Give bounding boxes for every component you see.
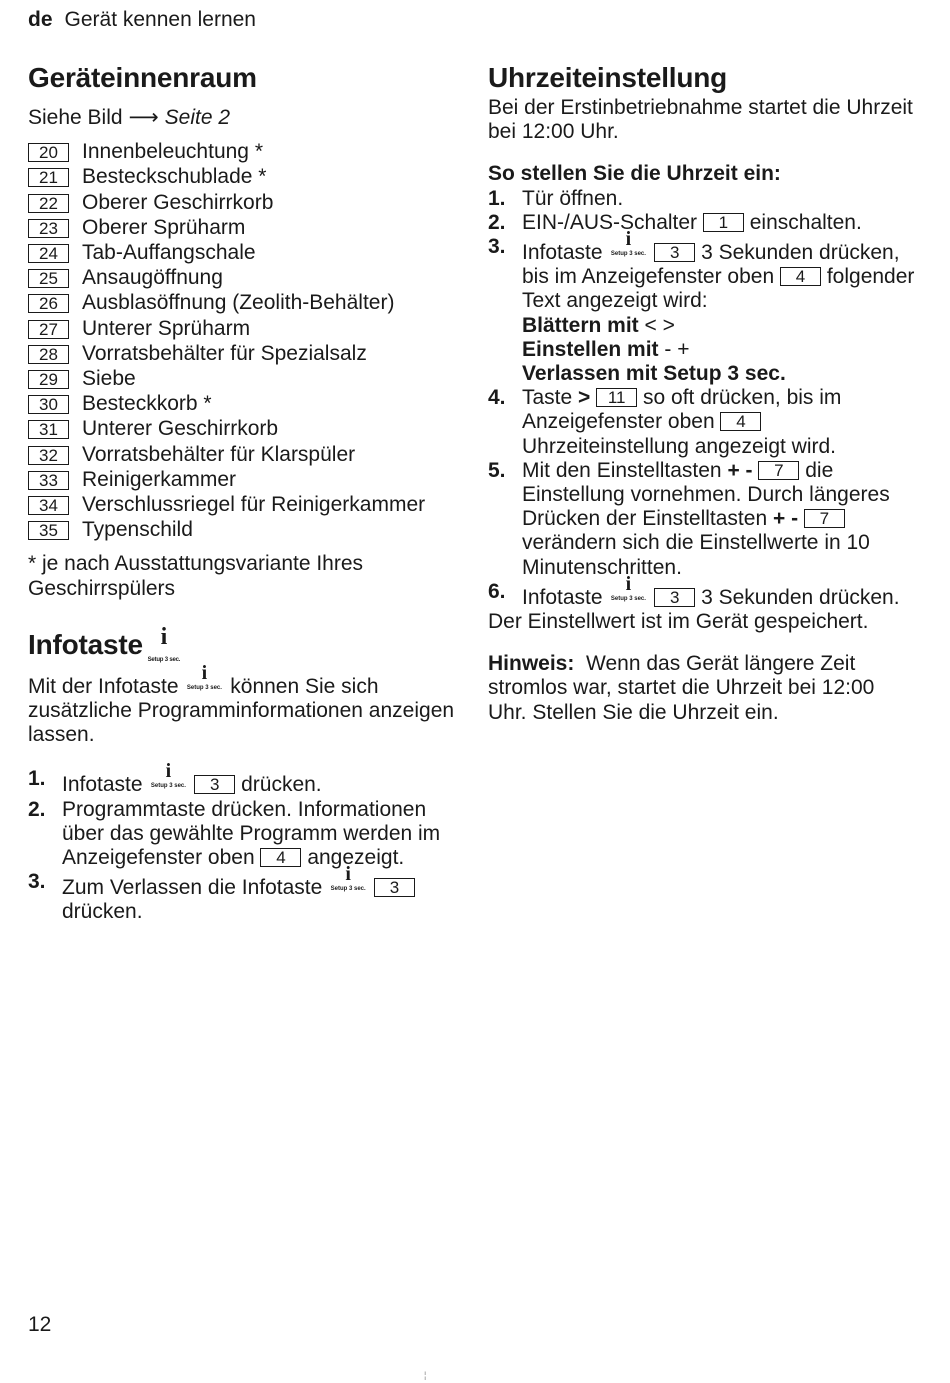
left-column (28, 60, 458, 925)
info-setup-icon: i Setup 3 sec. (610, 572, 646, 602)
info-setup-icon: i Setup 3 sec. (186, 661, 222, 691)
clock-intro: Bei der Erstinbetriebnahme startet die Uhrzeit bei 12:00 Uhr. (488, 96, 913, 144)
part-label: Ausblasöffnung (Zeolith-Behälter) (82, 291, 395, 315)
callout-box: 3 (654, 588, 695, 607)
section-title-clock: Uhrzeiteinstellung (488, 62, 728, 93)
part-number-box: 21 (28, 168, 69, 187)
part-label: Vorratsbehälter für Klarspüler (82, 442, 356, 466)
part-number-box: 34 (28, 496, 69, 515)
page-number: 12 (28, 1313, 52, 1336)
part-label: Unterer Geschirrkorb (82, 417, 279, 441)
parts-list-item (28, 467, 458, 492)
part-number-box: 23 (28, 219, 69, 238)
parts-list (28, 139, 458, 542)
list-item: 1. Tür öffnen. (488, 186, 624, 210)
callout-box: 3 (194, 775, 235, 794)
part-number-box: 29 (28, 370, 69, 389)
callout-box: 3 (374, 878, 415, 897)
list-item: 2. Programmtaste drücken. Informationen über das gewählte Programm werden im Anzeigefenster oben 4 angezeigt. (28, 797, 441, 870)
callout-box: 4 (260, 848, 301, 867)
part-number-box: 33 (28, 471, 69, 490)
part-label: Besteckschublade * (82, 165, 267, 189)
chapter-title: Gerät kennen lernen (64, 8, 256, 31)
footnote: * je nach Ausstattungsvariante Ihres Geschirrspülers (28, 552, 364, 600)
parts-list-item (28, 139, 458, 164)
list-item: 6. Infotaste i Setup 3 sec. 3 3 Sekunden drücken. (488, 572, 900, 609)
part-label: Siebe (82, 367, 136, 391)
part-number-box: 20 (28, 143, 69, 162)
infotaste-intro: Mit der Infotaste i Setup 3 sec. können Sie sich zusätzliche Programminformationen anzeigen lassen. (28, 661, 455, 747)
list-item: 2. EIN-/AUS-Schalter 1 einschalten. (488, 210, 862, 234)
part-label: Verschlussriegel für Reinigerkammer (82, 493, 426, 517)
callout-box: 4 (720, 412, 761, 431)
part-number-box: 32 (28, 446, 69, 465)
parts-list-item (28, 265, 458, 290)
parts-list-item (28, 190, 458, 215)
part-number-box: 27 (28, 320, 69, 339)
part-number-box: 28 (28, 345, 69, 364)
part-label: Innenbeleuchtung * (82, 140, 263, 164)
info-setup-icon: i Setup 3 sec. (147, 623, 181, 663)
figure-reference (28, 106, 458, 130)
part-label: Besteckkorb * (82, 392, 212, 416)
section-title-interior: Geräteinnenraum (28, 62, 257, 93)
parts-list-item (28, 290, 458, 315)
page-reference-link[interactable]: Seite 2 (164, 106, 231, 129)
section-title-infotaste (28, 623, 458, 663)
parts-list-item (28, 492, 458, 517)
arrow-icon: ⟶ (128, 106, 159, 129)
parts-list-item (28, 316, 458, 341)
hint-note: Hinweis: Wenn das Gerät längere Zeit stromlos war, startet die Uhrzeit bei 12:00 Uhr. Stellen Sie die Uhrzeit ein. (488, 652, 875, 724)
part-label: Tab-Auffangschale (82, 241, 256, 265)
part-number-box: 35 (28, 521, 69, 540)
parts-list-item (28, 366, 458, 391)
part-number-box: 22 (28, 194, 69, 213)
parts-list-item (28, 416, 458, 441)
list-item: 1. Infotaste i Setup 3 sec. 3 drücken. (28, 760, 322, 797)
list-item: 4. Taste > 11 so oft drücken, bis im Anzeigefenster oben 4 Uhrzeiteinstellung angezeigt wird. (488, 386, 842, 458)
part-label: Ansaugöffnung (82, 266, 223, 290)
callout-box: 3 (654, 243, 695, 262)
parts-list-item (28, 517, 458, 542)
part-number-box: 31 (28, 420, 69, 439)
infotaste-steps (28, 760, 458, 924)
page-mark: ¦ (424, 1370, 427, 1380)
list-item: 5. Mit den Einstelltasten + - 7 die Einstellung vornehmen. Durch längeres Drücken der Einstelltasten + - 7 verändern sich die Einstellwerte in 10 Minutenschritten. (488, 458, 890, 579)
saved-note: Der Einstellwert ist im Gerät gespeichert. (488, 610, 869, 634)
info-setup-icon: i Setup 3 sec. (330, 863, 366, 893)
part-label: Vorratsbehälter für Spezialsalz (82, 341, 367, 365)
info-setup-icon: i Setup 3 sec. (150, 760, 186, 790)
parts-list-item (28, 164, 458, 189)
page-header (28, 8, 256, 32)
part-number-box: 30 (28, 395, 69, 414)
part-label: Oberer Geschirrkorb (82, 190, 274, 214)
parts-list-item (28, 240, 458, 265)
callout-box: 4 (780, 267, 821, 286)
callout-box: 11 (596, 388, 637, 407)
parts-list-item (28, 442, 458, 467)
part-label: Typenschild (82, 518, 193, 542)
clock-subheading: So stellen Sie die Uhrzeit ein: (488, 162, 781, 186)
clock-steps (488, 187, 918, 610)
parts-list-item (28, 391, 458, 416)
list-item: 3. Zum Verlassen die Infotaste i Setup 3 sec. 3 drücken. (28, 870, 458, 924)
part-number-box: 26 (28, 294, 69, 313)
part-label: Oberer Sprüharm (82, 215, 246, 239)
callout-box: 7 (804, 509, 845, 528)
callout-box: 1 (703, 213, 744, 232)
part-number-box: 25 (28, 269, 69, 288)
part-number-box: 24 (28, 244, 69, 263)
list-item: 3. Infotaste i Setup 3 sec. 3 3 Sekunden drücken, bis im Anzeigefenster oben 4 folgender Text angezeigt wird: Blättern mit < > Einstellen mit - + Verlassen mit Setup 3 sec. (488, 228, 915, 386)
info-setup-icon: i Setup 3 sec. (610, 228, 646, 258)
parts-list-item (28, 341, 458, 366)
part-label: Reinigerkammer (82, 467, 237, 491)
right-column (488, 60, 918, 725)
language-code: de (28, 8, 53, 31)
parts-list-item (28, 215, 458, 240)
see-label: Siehe Bild (28, 106, 123, 129)
callout-box: 7 (758, 461, 799, 480)
part-label: Unterer Sprüharm (82, 316, 251, 340)
infotaste-heading-text: Infotaste (28, 628, 143, 660)
